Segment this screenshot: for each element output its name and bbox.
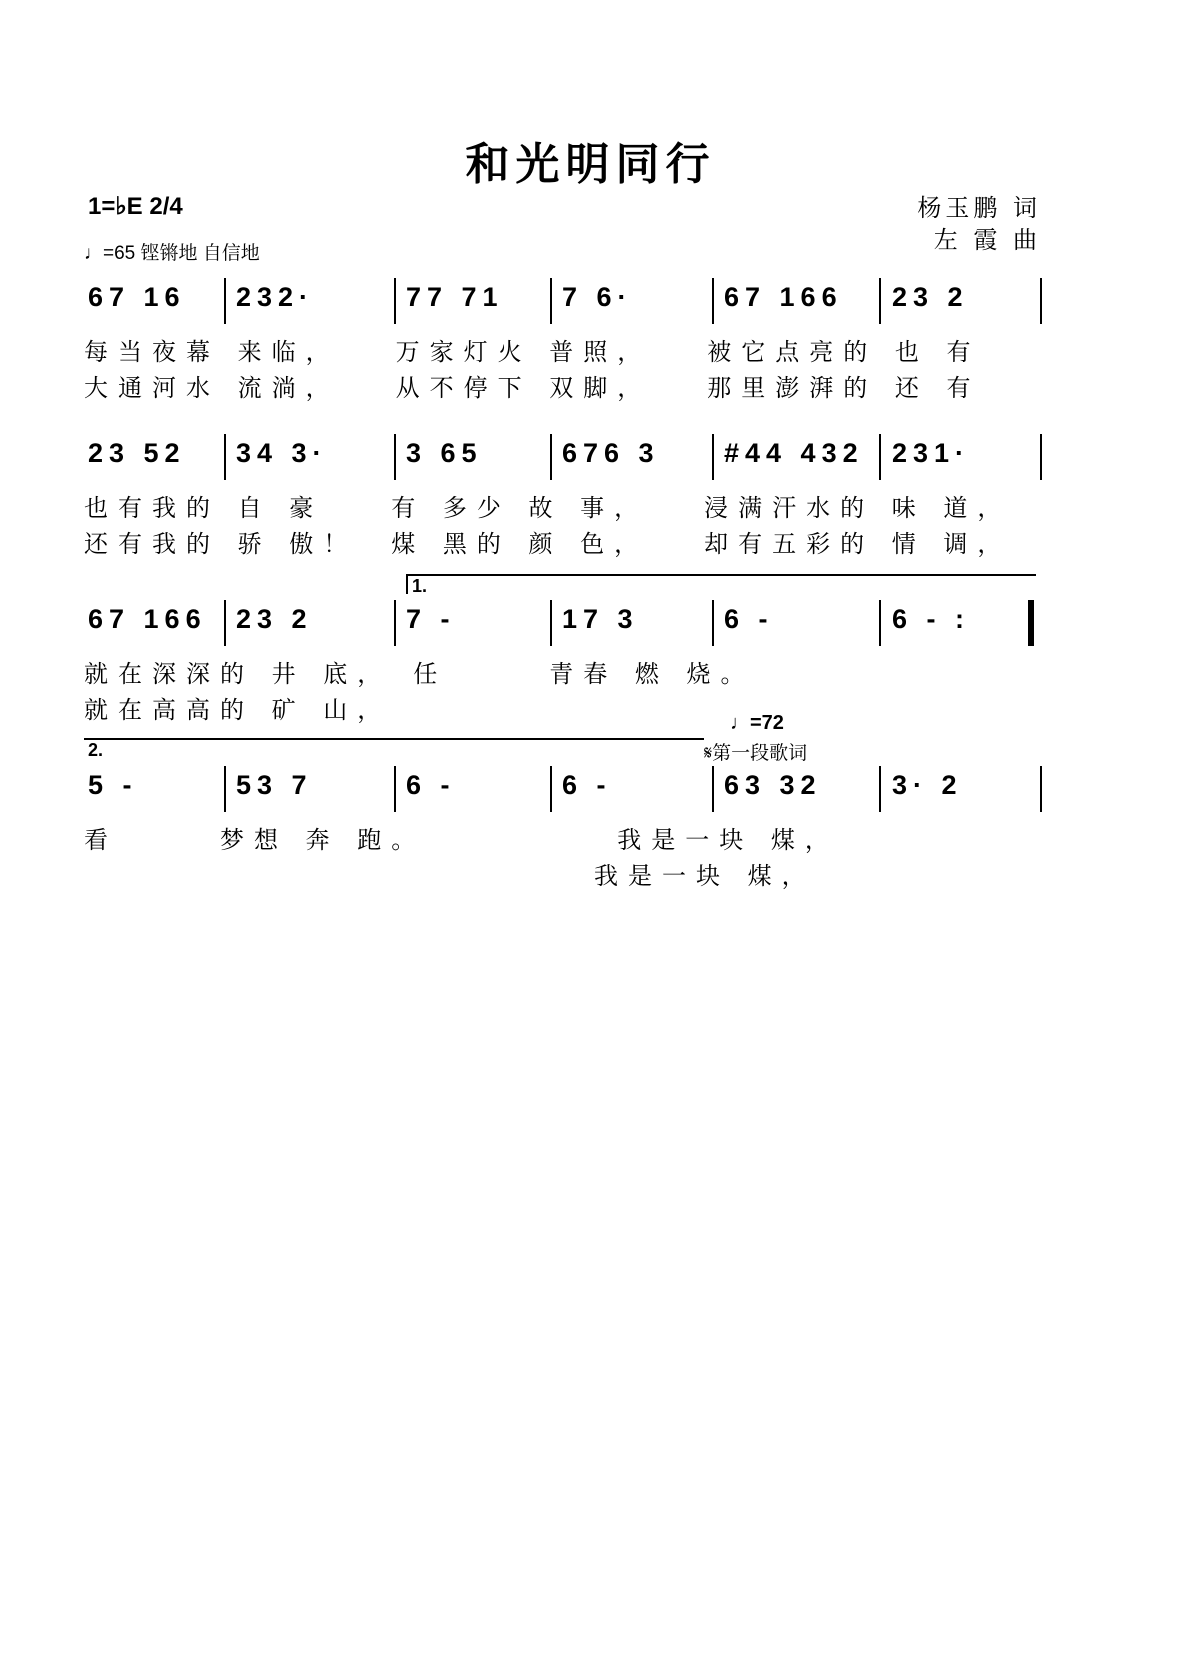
measure-notes: 5 - xyxy=(88,770,138,800)
barline xyxy=(879,600,881,646)
lyrics-verse-1: 也有我的 自 豪 有 多少 故 事， 浸满汗水的 味 道， xyxy=(84,494,1012,522)
barline xyxy=(879,434,881,480)
key-signature: 1=♭E 2/4 xyxy=(88,193,183,220)
barline xyxy=(394,766,396,812)
measure-notes: 7 - xyxy=(406,604,456,634)
barline xyxy=(224,766,226,812)
barline xyxy=(712,278,714,324)
measure-notes: 77 71 xyxy=(406,282,504,312)
measure-notes: 23 2 xyxy=(892,282,969,312)
barline xyxy=(550,600,552,646)
measure-notes: 67 166 xyxy=(88,604,207,634)
barline xyxy=(879,766,881,812)
score-row-3 xyxy=(84,594,1114,656)
barline xyxy=(1040,278,1042,324)
page-title: 和光明同行 xyxy=(465,139,716,190)
lyrics-verse-2: 还有我的 骄 傲！ 煤 黑的 颜 色， 却有五彩的 情 调， xyxy=(84,530,1012,558)
measure-notes: 231· xyxy=(892,438,971,468)
segno-mark: 𝄋第一段歌词 xyxy=(704,742,808,764)
measure-notes: 6 - xyxy=(562,770,612,800)
measure-notes: 23 2 xyxy=(236,604,313,634)
repeat-barline xyxy=(1028,600,1034,646)
tempo-change: ♩=72 xyxy=(730,712,784,734)
volta-bracket xyxy=(406,574,1036,576)
barline xyxy=(394,434,396,480)
barline xyxy=(1040,766,1042,812)
barline xyxy=(550,766,552,812)
measure-notes: 232· xyxy=(236,282,315,312)
score-row-2 xyxy=(84,428,1114,490)
lyrics-verse-2: 大通河水 流淌， 从不停下 双脚， 那里澎湃的 还 有 xyxy=(84,374,981,402)
volta-1-label: 1. xyxy=(412,576,428,596)
measure-notes: 67 16 xyxy=(88,282,186,312)
measure-notes: 34 3· xyxy=(236,438,328,468)
volta-bracket xyxy=(406,574,408,594)
measure-notes: 23 52 xyxy=(88,438,186,468)
measure-notes: 6 - xyxy=(406,770,456,800)
lyrics-verse-1: 就在深深的 井 底， 任 青春 燃 烧。 xyxy=(84,660,755,688)
measure-notes: 3 65 xyxy=(406,438,483,468)
measure-notes: 67 166 xyxy=(724,282,843,312)
barline xyxy=(550,434,552,480)
lyrics-verse-1: 每当夜幕 来临， 万家灯火 普照， 被它点亮的 也 有 xyxy=(84,338,981,366)
measure-notes: 676 3 xyxy=(562,438,660,468)
measure-notes: #44 432 xyxy=(724,438,864,468)
measure-notes: 3· 2 xyxy=(892,770,963,800)
barline xyxy=(1040,434,1042,480)
measure-notes: 53 7 xyxy=(236,770,313,800)
measure-notes: 6 - xyxy=(724,604,774,634)
measure-notes: 63 32 xyxy=(724,770,822,800)
volta-2-label: 2. xyxy=(88,740,104,760)
barline xyxy=(550,278,552,324)
measure-notes: 7 6· xyxy=(562,282,633,312)
score-row-1 xyxy=(84,272,1114,334)
barline xyxy=(879,278,881,324)
barline xyxy=(712,766,714,812)
barline xyxy=(224,434,226,480)
barline xyxy=(224,600,226,646)
composer-credit: 左 霞 曲 xyxy=(933,226,1041,254)
volta-bracket xyxy=(84,738,704,740)
tempo-marking: ♩=65 铿锵地 自信地 xyxy=(84,243,260,264)
lyrics-verse-1: 看 梦想 奔 跑。 我是一块 煤， xyxy=(84,826,839,854)
barline xyxy=(394,600,396,646)
lyricist-credit: 杨玉鹏 词 xyxy=(917,194,1041,222)
lyrics-verse-2: 就在高高的 矿 山， xyxy=(84,696,392,724)
measure-notes: 6 - : xyxy=(892,604,971,634)
score-row-4 xyxy=(84,760,1114,822)
measure-notes: 17 3 xyxy=(562,604,639,634)
barline xyxy=(712,434,714,480)
barline xyxy=(224,278,226,324)
barline xyxy=(394,278,396,324)
lyrics-verse-2: 我是一块 煤， xyxy=(84,862,816,890)
barline xyxy=(712,600,714,646)
